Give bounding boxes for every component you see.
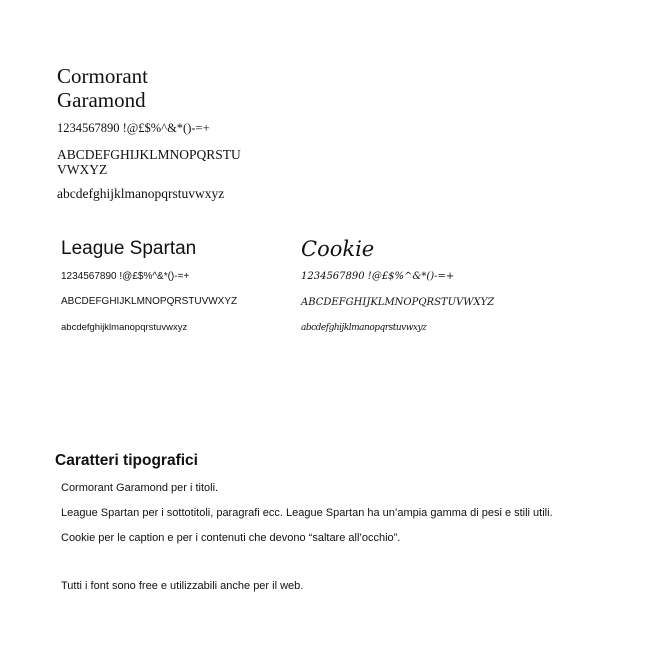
cormorant-name-line2: Garamond (57, 88, 146, 112)
cormorant-uppercase (57, 147, 241, 177)
cormorant-numbers-symbols: 1234567890 !@£$%^&*()-=+ (57, 121, 210, 135)
paragraph-cormorant-usage: Cormorant Garamond per i titoli. (61, 482, 219, 494)
paragraph-fonts-free-note: Tutti i font sono free e utilizzabili anche per il web. (61, 580, 304, 592)
cookie-lowercase: abcdefghijklmanopqrstuvwxyz (301, 323, 427, 333)
cormorant-uppercase-line2: VWXYZ (57, 162, 108, 177)
paragraph-cookie-usage: Cookie per le caption e per i contenuti che devono “saltare all’occhio”. (61, 532, 401, 544)
paragraph-league-spartan-usage: League Spartan per i sottotitoli, paragrafi ecc. League Spartan ha un’ampia gamma di pesi e stili utili. (61, 507, 553, 519)
section-title: Caratteri tipografici (55, 452, 198, 469)
cormorant-uppercase-line1: ABCDEFGHIJKLMNOPQRSTU (57, 147, 241, 162)
league-spartan-numbers-symbols: 1234567890 !@£$%^&*()-=+ (61, 271, 190, 282)
cormorant-name-line1: Cormorant (57, 64, 148, 88)
cookie-font-name: Cookie (301, 237, 375, 261)
cookie-uppercase: ABCDEFGHIJKLMNOPQRSTUVWXYZ (301, 297, 495, 308)
league-spartan-font-name: League Spartan (61, 238, 197, 259)
cormorant-lowercase: abcdefghijklmanopqrstuvwxyz (57, 186, 225, 201)
league-spartan-uppercase: ABCDEFGHIJKLMNOPQRSTUVWXYZ (61, 296, 238, 307)
cookie-numbers-symbols: 1234567890 !@£$%^&*()-=+ (301, 271, 455, 282)
cormorant-font-name (57, 64, 148, 112)
league-spartan-lowercase: abcdefghijklmanopqrstuvwxyz (61, 322, 188, 333)
